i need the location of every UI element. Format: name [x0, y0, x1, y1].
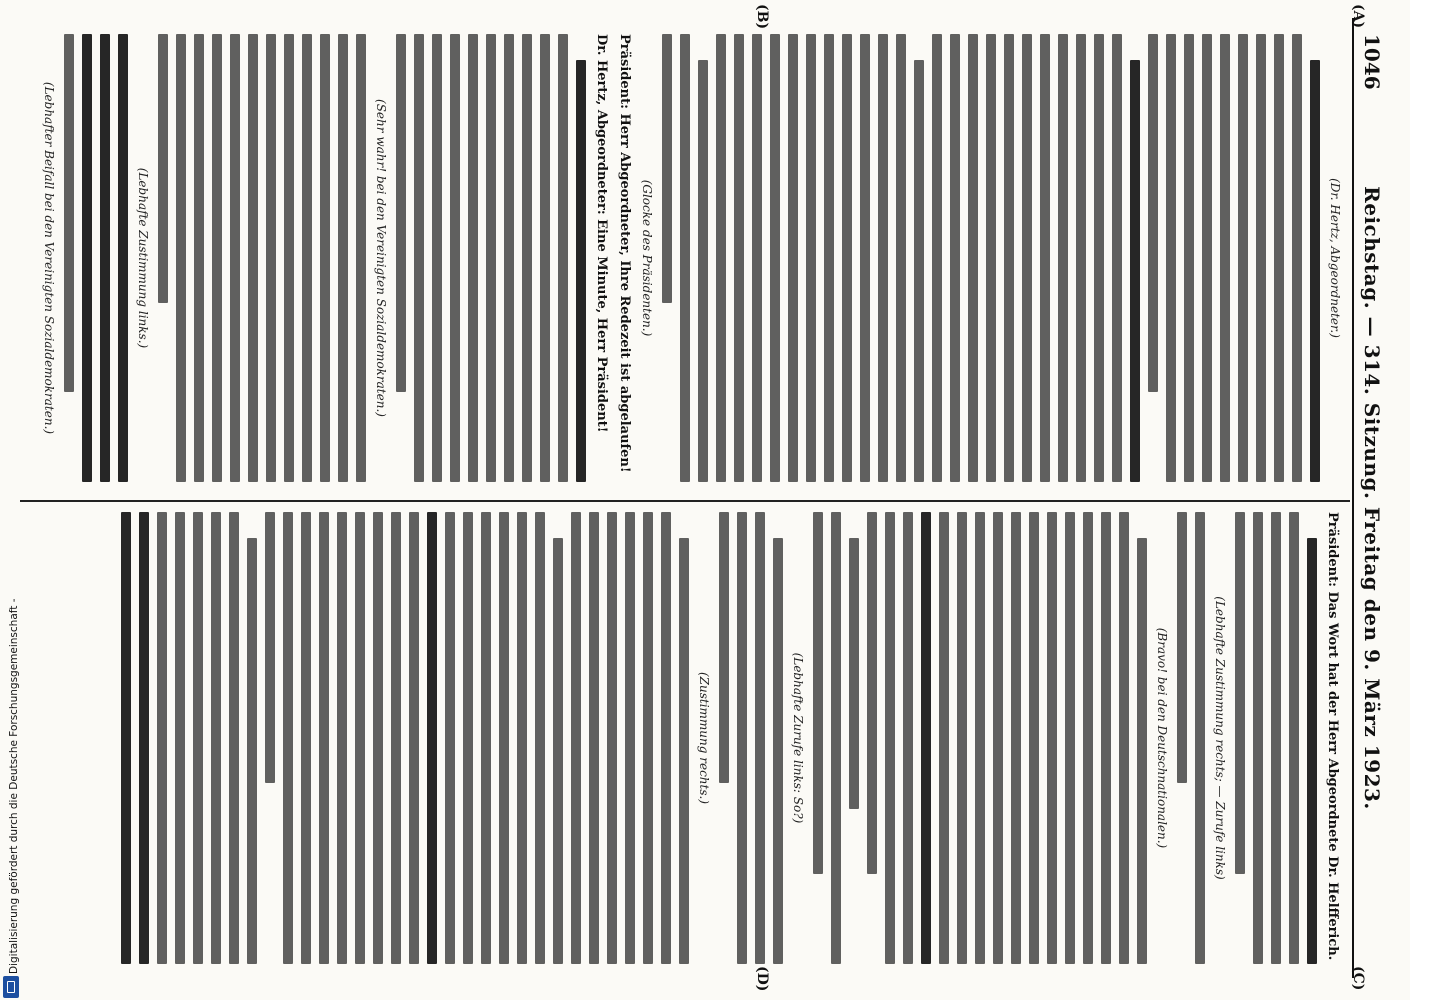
column-divider	[20, 500, 1350, 502]
interjection: (Bravo! bei den Deutschnationalen.)	[1155, 627, 1169, 849]
text-line	[716, 34, 726, 482]
text-line	[338, 34, 348, 482]
right-column	[113, 512, 1344, 964]
text-line	[176, 34, 186, 482]
digitization-credit-text: Digitalisierung gefördert durch die Deutsche Forschungsgemeinschaft -	[8, 598, 20, 974]
text-line	[698, 60, 708, 482]
text-line	[1184, 34, 1194, 482]
text-line	[662, 34, 672, 303]
speaker-hertz: Dr. Hertz, Abgeordneter: Eine Minute, Herr Präsident!	[594, 34, 609, 433]
margin-label-b: (B)	[754, 4, 770, 30]
text-line	[885, 512, 895, 964]
text-line	[121, 512, 131, 964]
text-line	[1137, 538, 1147, 964]
text-line	[968, 34, 978, 482]
text-line	[82, 34, 92, 482]
text-line	[212, 34, 222, 482]
text-line	[1195, 512, 1205, 964]
text-line	[896, 34, 906, 482]
digitization-credit	[6, 24, 20, 974]
text-line	[535, 512, 545, 964]
text-line	[499, 512, 509, 964]
interjection: (Lebhafte Zustimmung links.)	[136, 167, 150, 349]
text-line	[607, 512, 617, 964]
text-line	[355, 512, 365, 964]
text-line	[522, 34, 532, 482]
text-line	[571, 512, 581, 964]
text-line	[175, 512, 185, 964]
text-line	[558, 34, 568, 482]
interjection: (Lebhafte Zustimmung rechts; — Zurufe links)	[1213, 596, 1227, 880]
text-line	[266, 34, 276, 482]
text-line	[194, 34, 204, 482]
text-line	[445, 512, 455, 964]
text-line	[1011, 512, 1021, 964]
text-line	[1238, 34, 1248, 482]
text-line	[1112, 34, 1122, 482]
text-line	[734, 34, 744, 482]
text-line	[921, 512, 931, 964]
text-line	[625, 512, 635, 964]
speaker-president: Präsident: Das Wort hat der Herr Abgeordnete Dr. Helfferich.	[1325, 512, 1340, 961]
page-number: 1046	[1360, 34, 1384, 90]
text-line	[284, 34, 294, 482]
text-line	[860, 34, 870, 482]
text-line	[468, 34, 478, 482]
text-line	[1101, 512, 1111, 964]
left-column	[34, 34, 1344, 482]
text-line	[481, 512, 491, 964]
interjection: (Lebhafte Zurufe links: So?)	[791, 652, 805, 824]
text-line	[1177, 512, 1187, 783]
speaker-continuation: (Dr. Hertz, Abgeordneter.)	[1328, 178, 1342, 338]
margin-label-c: (C)	[1350, 966, 1366, 991]
text-line	[1166, 34, 1176, 482]
text-line	[211, 512, 221, 964]
text-line	[1253, 512, 1263, 964]
text-line	[1130, 60, 1140, 482]
text-line	[248, 34, 258, 482]
text-line	[719, 512, 729, 783]
text-line	[247, 538, 257, 964]
text-line	[100, 34, 110, 482]
speaker-president: Präsident: Herr Abgeordneter, Ihre Redezeit ist abgelaufen!	[617, 34, 632, 473]
text-line	[320, 34, 330, 482]
text-line	[950, 34, 960, 482]
text-line	[391, 512, 401, 964]
dfg-logo-icon	[3, 976, 19, 998]
interjection: (Zustimmung rechts.)	[697, 671, 711, 805]
text-line	[813, 512, 823, 874]
text-line	[1235, 512, 1245, 874]
text-line	[540, 34, 550, 482]
text-line	[432, 34, 442, 482]
margin-label-d: (D)	[754, 966, 770, 992]
text-line	[1148, 34, 1158, 392]
text-line	[229, 512, 239, 964]
text-line	[356, 34, 366, 482]
text-line	[396, 34, 406, 392]
text-line	[118, 34, 128, 482]
text-line	[1256, 34, 1266, 482]
text-line	[319, 512, 329, 964]
text-line	[158, 34, 168, 303]
text-line	[975, 512, 985, 964]
text-line	[903, 512, 913, 964]
text-line	[824, 34, 834, 482]
text-line	[265, 512, 275, 783]
text-line	[139, 512, 149, 964]
text-line	[1040, 34, 1050, 482]
text-line	[1274, 34, 1284, 482]
text-line	[1004, 34, 1014, 482]
text-line	[302, 34, 312, 482]
text-line	[1310, 60, 1320, 482]
text-line	[1202, 34, 1212, 482]
text-line	[1220, 34, 1230, 482]
text-line	[589, 512, 599, 964]
text-line	[1289, 512, 1299, 964]
text-line	[576, 60, 586, 482]
text-line	[409, 512, 419, 964]
text-line	[64, 34, 74, 392]
text-line	[1022, 34, 1032, 482]
text-line	[373, 512, 383, 964]
text-line	[643, 512, 653, 964]
margin-label-a: (A)	[1350, 4, 1366, 29]
text-line	[337, 512, 347, 964]
text-line	[1119, 512, 1129, 964]
text-line	[1047, 512, 1057, 964]
interjection: (Sehr wahr! bei den Vereinigten Sozialdemokraten.)	[374, 99, 388, 417]
text-line	[427, 512, 437, 964]
text-line	[932, 34, 942, 482]
text-line	[867, 512, 877, 874]
text-line	[679, 538, 689, 964]
applause-note: (Lebhafter Beifall bei den Vereinigten Sozialdemokraten.)	[42, 81, 56, 435]
text-line	[939, 512, 949, 964]
text-line	[230, 34, 240, 482]
text-line	[752, 34, 762, 482]
text-line	[849, 538, 859, 809]
text-line	[1094, 34, 1104, 482]
text-line	[193, 512, 203, 964]
text-line	[1083, 512, 1093, 964]
text-line	[986, 34, 996, 482]
text-line	[1065, 512, 1075, 964]
text-line	[680, 34, 690, 482]
text-line	[301, 512, 311, 964]
page-header	[1352, 18, 1388, 978]
text-line	[770, 34, 780, 482]
text-line	[806, 34, 816, 482]
text-line	[517, 512, 527, 964]
text-line	[957, 512, 967, 964]
text-line	[993, 512, 1003, 964]
text-line	[1058, 34, 1068, 482]
text-line	[504, 34, 514, 482]
text-line	[788, 34, 798, 482]
text-line	[414, 34, 424, 482]
text-line	[773, 538, 783, 964]
text-line	[737, 512, 747, 964]
text-line	[450, 34, 460, 482]
text-line	[553, 538, 563, 964]
text-line	[878, 34, 888, 482]
applause-note: (Glocke des Präsidenten.)	[640, 179, 654, 337]
text-line	[842, 34, 852, 482]
text-line	[1271, 512, 1281, 964]
text-line	[283, 512, 293, 964]
text-line	[486, 34, 496, 482]
text-line	[1307, 538, 1317, 964]
text-line	[914, 60, 924, 482]
text-line	[157, 512, 167, 964]
text-line	[831, 512, 841, 964]
text-line	[1292, 34, 1302, 482]
page-title: Reichstag. — 314. Sitzung. Freitag den 9. März 1923.	[1360, 186, 1384, 810]
text-line	[463, 512, 473, 964]
text-line	[755, 512, 765, 964]
text-line	[1029, 512, 1039, 964]
text-line	[1076, 34, 1086, 482]
text-line	[661, 512, 671, 964]
